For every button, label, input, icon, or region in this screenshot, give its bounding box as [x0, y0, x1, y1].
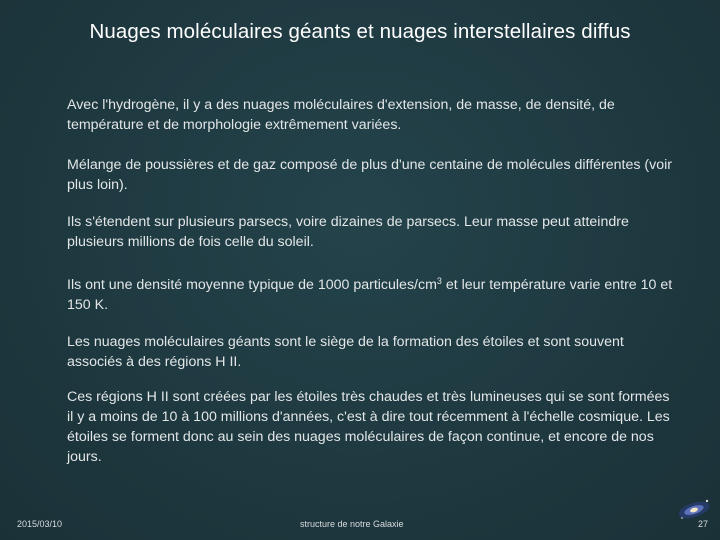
footer-title: structure de notre Galaxie: [300, 519, 404, 529]
paragraph-star-formation: Les nuages moléculaires géants sont le siège de la formation des étoiles et sont souvent associés à des régions H II.: [67, 334, 624, 370]
paragraph-mixture: Mélange de poussières et de gaz composé de plus d'une centaine de molécules différentes (voir plus loin).: [67, 157, 672, 193]
paragraph-hydrogen: Avec l'hydrogène, il y a des nuages moléculaires d'extension, de masse, de densité, de température et de morphologie extrêmement variées.: [67, 97, 615, 133]
density-exponent: 3: [436, 276, 442, 286]
density-text: Ils ont une densité moyenne typique de 1000 particules/cm: [67, 277, 437, 293]
galaxy-icon: [676, 494, 716, 524]
paragraph-hii-regions: Ces régions H II sont créées par les étoiles très chaudes et très lumineuses qui se sont formées il y a moins de 10 à 100 millions d'années, c'est à dire tout récemment à l'échelle cosmique. Les étoiles se forment donc au sein des nuages moléculaires de façon continue, et encore de nos jours.: [67, 389, 670, 465]
temperature-text: et leur température varie entre 10 et 150 K.: [67, 277, 673, 313]
footer-date: 2015/03/10: [17, 519, 63, 529]
slide-title: Nuages moléculaires géants et nuages interstellaires diffus: [89, 20, 631, 43]
paragraph-extent: Ils s'étendent sur plusieurs parsecs, voire dizaines de parsecs. Leur masse peut atteindre plusieurs millions de fois celle du soleil.: [67, 214, 629, 250]
paragraph-density: [67, 275, 677, 315]
page-number: 27: [697, 519, 708, 529]
